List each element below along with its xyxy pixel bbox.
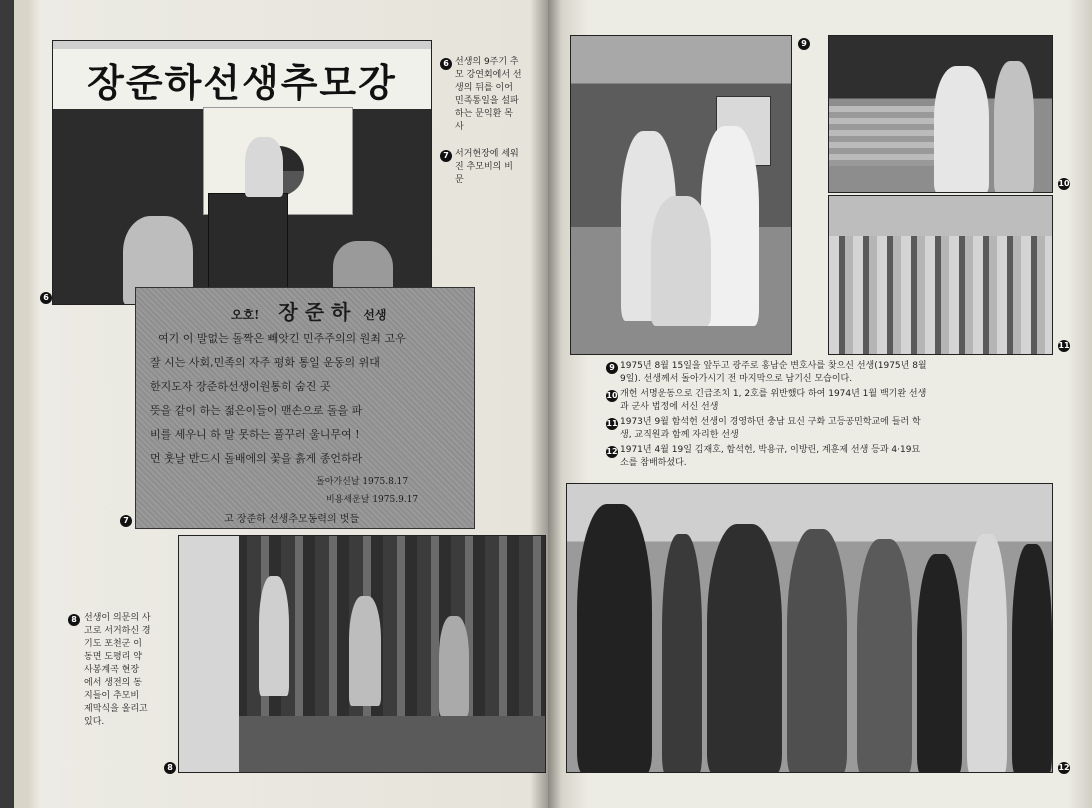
- captions-block: [606, 360, 1070, 470]
- speaker-figure: [245, 137, 283, 197]
- caption9-line: 9일). 선생께서 돌아가시기 전 마지막으로 남기신 모습이다.: [620, 374, 853, 384]
- caption9: [609, 360, 1070, 386]
- caption7-text: [455, 148, 537, 187]
- caption8-line: 사봉계곡 현장: [84, 665, 140, 675]
- lecture-banner: [53, 49, 431, 109]
- mourner-figure: [967, 534, 1007, 773]
- caption6-line: 생의 뒤를 이어: [455, 83, 513, 93]
- right-page: [548, 0, 1092, 808]
- mourner-figure: [439, 616, 469, 716]
- caption6-number: 6: [440, 58, 452, 70]
- stone-line: 잘 시는 사회,민족의 자주 평화 통일 운동의 위대: [150, 356, 380, 369]
- stone-heading-name: 장 준 하: [278, 300, 351, 324]
- memorial-stone-photo: [135, 287, 475, 529]
- group-texture: [829, 236, 1052, 354]
- stone-line: 먼 훗날 반드시 돌배에의 꽃을 흙게 종언하라: [150, 452, 363, 465]
- caption8-line: 동면 도평리 약: [84, 652, 142, 662]
- caption9-line: 1975년 8월 15일을 앞두고 광주로 홍남순 변호사를 찾으신 선생(1975년 8월: [620, 361, 927, 371]
- caption8-line: 있다.: [84, 717, 105, 727]
- mourner-figure: [259, 576, 289, 696]
- banner-text: 장준하선생추모강: [87, 60, 397, 105]
- caption6-line: 하는 문익환 목: [455, 109, 513, 119]
- caption7-line: 문: [455, 175, 464, 185]
- photo-military-court: [828, 35, 1053, 193]
- photo12-number: 12: [1058, 763, 1070, 772]
- caption11: [606, 416, 1070, 442]
- caption11-line: 1973년 9월 함석헌 선생이 경영하던 충남 묘신 구화 고등공민학교에 들러 학: [620, 417, 921, 427]
- stone-footer: 고 장준하 선생추모동력의 벗들: [224, 514, 360, 525]
- photo-memorial-lecture: [52, 40, 432, 305]
- caption6-line: 선생의 9주기 추: [455, 57, 519, 67]
- rocks-bottom: [239, 716, 546, 773]
- caption8-line: 에서 생전의 동: [84, 678, 142, 688]
- caption12-number: 12: [606, 447, 618, 456]
- mourner-figure: [857, 539, 912, 773]
- flag-left: [179, 536, 239, 773]
- caption8-text: [84, 612, 176, 729]
- seated-man: [651, 196, 711, 326]
- photo10-number: 10: [1058, 179, 1070, 188]
- photo11-number: 11: [1058, 341, 1070, 350]
- stone-date-died: 돌아가신날 1975.8.17: [316, 477, 409, 487]
- caption12-line: 소를 참배하셨다.: [620, 458, 687, 468]
- photo-memorial-unveiling: [178, 535, 546, 773]
- bench: [829, 106, 949, 166]
- caption8-number: 8: [68, 614, 80, 626]
- mourner-figure: [787, 529, 847, 773]
- stone-heading: [231, 296, 386, 325]
- stone-heading-suffix: 선생: [363, 308, 387, 322]
- photo7-number: 7: [120, 515, 132, 527]
- photo6-number: 6: [40, 292, 52, 304]
- photo-419-cemetery: [566, 483, 1053, 773]
- caption7-line: 진 추모비의 비: [455, 162, 513, 172]
- caption8-line: 선생이 의문의 사: [84, 613, 151, 623]
- caption6-line: 모 강연회에서 선: [455, 70, 522, 80]
- caption6-text: [455, 56, 537, 134]
- mourner-figure: [1012, 544, 1052, 773]
- caption8-line: 지들이 추모비: [84, 691, 140, 701]
- caption8-line: 기도 포천군 이: [84, 639, 142, 649]
- photo-visit-gwangju: [570, 35, 792, 355]
- photo-school-group: [828, 195, 1053, 355]
- mourner-figure: [662, 534, 702, 773]
- caption8-line: 제막식을 올리고: [84, 704, 148, 714]
- photo8-number: 8: [164, 762, 176, 774]
- caption7-number: 7: [440, 150, 452, 162]
- stone-line: 한지도자 장준하선생이원통히 숨진 곳: [150, 380, 331, 393]
- caption11-line: 생, 교직원과 함께 자리한 선생: [620, 430, 739, 440]
- man-jacket: [994, 61, 1034, 193]
- caption10: [606, 388, 1070, 414]
- caption10-line: 개헌 서명운동으로 긴급조치 1, 2호를 위반했다 하여 1974년 1월 백기완 선생: [620, 389, 927, 399]
- mourner-figure: [707, 524, 782, 773]
- stone-heading-prefix: 오호!: [231, 308, 260, 322]
- caption10-number: 10: [606, 391, 618, 400]
- stone-date-erected: 비용세운날 1975.9.17: [326, 495, 419, 505]
- caption6-line: 민족통일을 설파: [455, 96, 519, 106]
- caption9-number: 9: [606, 362, 618, 374]
- mourner-figure: [349, 596, 381, 706]
- caption10-line: 과 군사 법정에 서신 선생: [620, 402, 719, 412]
- caption12: [606, 444, 1070, 470]
- stone-line: 여기 이 말없는 돌짝은 빼앗긴 민주주의의 원최 고우: [158, 332, 406, 345]
- caption11-number: 11: [606, 419, 618, 428]
- mourner-figure: [917, 554, 962, 773]
- caption8-line: 고로 서거하신 경: [84, 626, 151, 636]
- caption6-line: 사: [455, 122, 464, 132]
- caption7-line: 서거현장에 세워: [455, 149, 519, 159]
- stone-line: 뜻을 같이 하는 젊은이들이 맨손으로 돌을 파: [150, 404, 363, 417]
- mourner-figure: [577, 504, 652, 773]
- photo9-number: 9: [798, 38, 810, 50]
- stone-line: 비를 세우니 하 말 못하는 풀꾸러 울니무여 !: [150, 428, 360, 441]
- man-light-jacket: [934, 66, 989, 193]
- caption12-line: 1971년 4월 19일 김재호, 함석헌, 박용규, 이방린, 계훈제 선생 등과 4·19묘: [620, 445, 921, 455]
